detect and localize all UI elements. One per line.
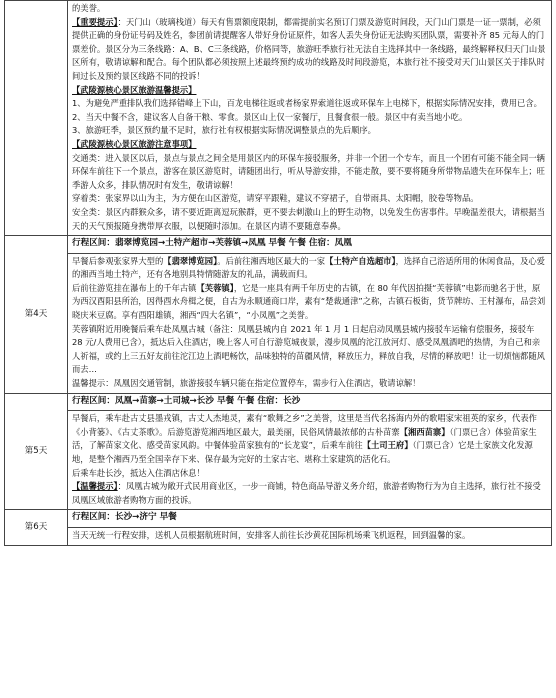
notice-item: 交通类：进入景区以后，景点与景点之间全是用景区内的环保车接驳服务，并非一个团一个专车，而且一个团有可能不能全同一辆环保车前往下一个景点，游客在景区游览时，请随团出行，听从导游安排，不能走散，要不要将随身所带物品遗失在环保车上；旺季游人众多，排队情况时有发生，敬请谅解！	[72, 152, 545, 190]
text: ，选择自己浴适所用的休闲食品，及心爱的湘西当地土特产，还有各地别具特情随游友的礼品，满载而归。	[72, 255, 545, 280]
day4-label: 第4天	[5, 236, 68, 394]
day5-label: 第5天	[5, 393, 68, 510]
day6-header-row	[5, 510, 552, 528]
day-cell-empty	[5, 1, 68, 236]
warm-item: 3、旅游旺季，景区预约量不足时，旅行社有权根据实际情况调整景点的先后顺序。	[72, 125, 376, 136]
notice-title: 【武陵源核心景区旅游注意事项】	[72, 138, 197, 149]
stay-text: 长沙	[283, 395, 301, 406]
spot-tag: 【湘西苗寨】	[399, 426, 450, 437]
tip-tag: 【温馨提示】	[72, 481, 118, 492]
text: 早餐后参观张家界大型的	[72, 255, 164, 266]
warm-item: 2、当天中餐不含，建议客人自备干粮、零食。景区山上仅一家餐厅，且餐食很一般。景区中有卖当地小吃。	[72, 111, 468, 122]
warm-title: 【武陵源核心景区旅游温馨提示】	[72, 84, 197, 95]
day5-paragraph-2: 后乘车赴长沙，抵达入住酒店休息！	[72, 467, 205, 478]
day6-paragraph-1: 当天无统一行程安排，送机人员根据航班时间，安排客人前往长沙黄花国际机场乘飞机返程，回到温馨的家。	[72, 529, 471, 540]
day6-detail-row	[5, 527, 552, 545]
day5-detail-row	[5, 411, 552, 510]
important-text: ：天门山（玻璃栈道）每天有售票额度限制，都需提前实名预订门票及游览时间段，天门山门票是一证一票制，必须提供正确的身份证号码及姓名，参团前请提醒客人带好身份证原件，如客人丢失身份证无法购买团队票，需要补齐 85 元每人的门票差价。景区分为三条线路：A、B、C三条线路，价格同等，旅游旺季旅行社无法自主选择其中一条线路，最终解释权归天门山景区所有，敬请谅解和配合。每个团队都必须按照上述最终预约成功的线路及时间段游览，本旅行社不接受对天门山景区关于排队时间过长及预约景区线路不同的投诉！	[72, 16, 546, 81]
text: 后前往游览挂在瀑布上的千年古镇	[72, 282, 197, 293]
route-label: 行程区间：	[72, 512, 115, 523]
day4-detail-row	[5, 253, 552, 393]
spot-tag: 【翡翠博览园】	[163, 255, 218, 266]
day3-continuation-row	[5, 1, 552, 236]
day4-tip: 温馨提示：凤凰因交通管制，旅游接驳车辆只能在指定位置停车，需步行入住酒店，敬请谅解！	[72, 378, 421, 389]
text: ，它是一座具有两千年历史的古镇，在 80 年代因拍摄“芙蓉镇”电影而驰名于世，原为西汉酉阳县所治，因得酉水舟楫之便，自古为永顺通商口岸，素有“楚裁通津”之称，古镇石板街，货节牌坊、王村瀑布，品尝刘晓庆米豆腐。享有酉阳雄镇，湘西“四大名镇”，“小凤凰”之美誉。	[72, 282, 546, 321]
day4-route-header	[68, 236, 552, 254]
day4-header-row	[5, 236, 552, 254]
stay-text: 凤凰	[334, 238, 352, 249]
top-line: 的美誉。	[72, 3, 106, 13]
notice-item: 安全类：景区内群猴众多，请不要近距离逗玩猴群，更不要去刺激山上的野生动物，以免发生伤害事件。早晚温差很大，请根据当天的天气预报随身携带厚衣服，以便随时添加。在景区内请不要随意奉鼻。	[72, 206, 545, 231]
text: 早餐后，乘车赴古丈县墨戎镇，古丈人杰地灵，素有“歌舞之乡”之美誉，这里是当代名扬海内外的歌唱家宋祖英的家乡，代表作《小背篓》、《古丈茶歌》。后游览游览湘西地区最大，最美丽，民俗风情最浓郁的古朴苗寨	[72, 413, 537, 437]
day4-paragraph-1	[72, 255, 547, 282]
warm-item: 1、为避免严重排队我们选择错峰上下山，百龙电梯往返或者杨家界索道往返或环保车上电梯下，根据实际情况安排，费用已含。	[72, 98, 542, 109]
meals-text: 早餐 午餐	[216, 395, 255, 406]
meals-text: 早餐	[159, 512, 177, 523]
route-label: 行程区间：	[72, 395, 115, 406]
day4-detail-cell	[68, 253, 552, 393]
itinerary-table	[4, 0, 552, 546]
spot-tag: 【土特产自选超市】	[325, 255, 396, 266]
stay-label: 住宿：	[308, 238, 335, 249]
day6-label: 第6天	[5, 510, 68, 545]
text: 。后前往湘西地区最大的一家	[217, 255, 326, 266]
day5-paragraph-1	[72, 412, 547, 466]
day5-header-row	[5, 393, 552, 411]
day6-detail-cell	[68, 527, 552, 545]
text: （门票已含）体验苗家生活，了解苗家文化、感受苗家风韵。中餐体验苗家独有的“长龙宴”，后乘车前往	[72, 426, 537, 451]
meals-text: 早餐 午餐	[268, 238, 306, 249]
important-paragraph	[72, 16, 547, 84]
stay-label: 住宿：	[257, 395, 284, 406]
route-label: 行程区间：	[72, 238, 115, 249]
notice-item: 穿着类：张家界以山为主，为方便在山区游览，请穿平跟鞋，建议不穿裙子，自带雨具、太阳帽，胶卷等物品。	[72, 193, 479, 204]
route-text: 翡翠博览园→土特产超市→芙蓉镇→凤凰	[114, 238, 266, 249]
route-text: 凤凰→苗寨→土司城→长沙	[114, 395, 214, 406]
important-tag: 【重要提示】	[72, 16, 118, 27]
text: （门票已含）它是土家族文化发源地，是整个湘西乃至全国幸存下来、保存最为完好的土家古宅、堪称土家建筑的活化石。	[72, 440, 533, 464]
spot-tag: 【土司王府】	[362, 440, 413, 451]
route-text: 长沙→济宁	[114, 512, 157, 523]
day5-detail-cell	[68, 411, 552, 510]
day3-detail-cell	[68, 1, 552, 236]
day4-paragraph-2	[72, 282, 547, 323]
day5-route-header	[68, 393, 552, 411]
tip-text: ：凤凰古城为敞开式民用商业区，一步一商铺，特色商品导游义务介绍，旅游者购物行为为自主选择，旅行社不接受凤凰区域旅游者购物方面的投诉。	[72, 481, 541, 505]
day4-paragraph-3: 芙蓉镇附近用晚餐后乘车赴凤凰古城（备注：凤凰县城内自 2021 年 1 月 1 日起启动凤凰县城内接驳车运输有偿服务，接驳车 28 元/人费用已含），抵达后入住酒店，晚上客人可自行游览城夜景，漫步凤凰的沱江放河灯、感受凤凰酒吧的热情，为自己和亲人祈福，或约上三五好友前往沱江边上酒吧畅饮，品味独特的苗疆风情，释放压力，释放自我，尽情的释放吧！让一切烦恼都随风而去…	[72, 323, 545, 375]
spot-tag: 【芙蓉镇】	[196, 282, 234, 293]
day5-tip	[72, 480, 547, 507]
day6-route-header	[68, 510, 552, 528]
